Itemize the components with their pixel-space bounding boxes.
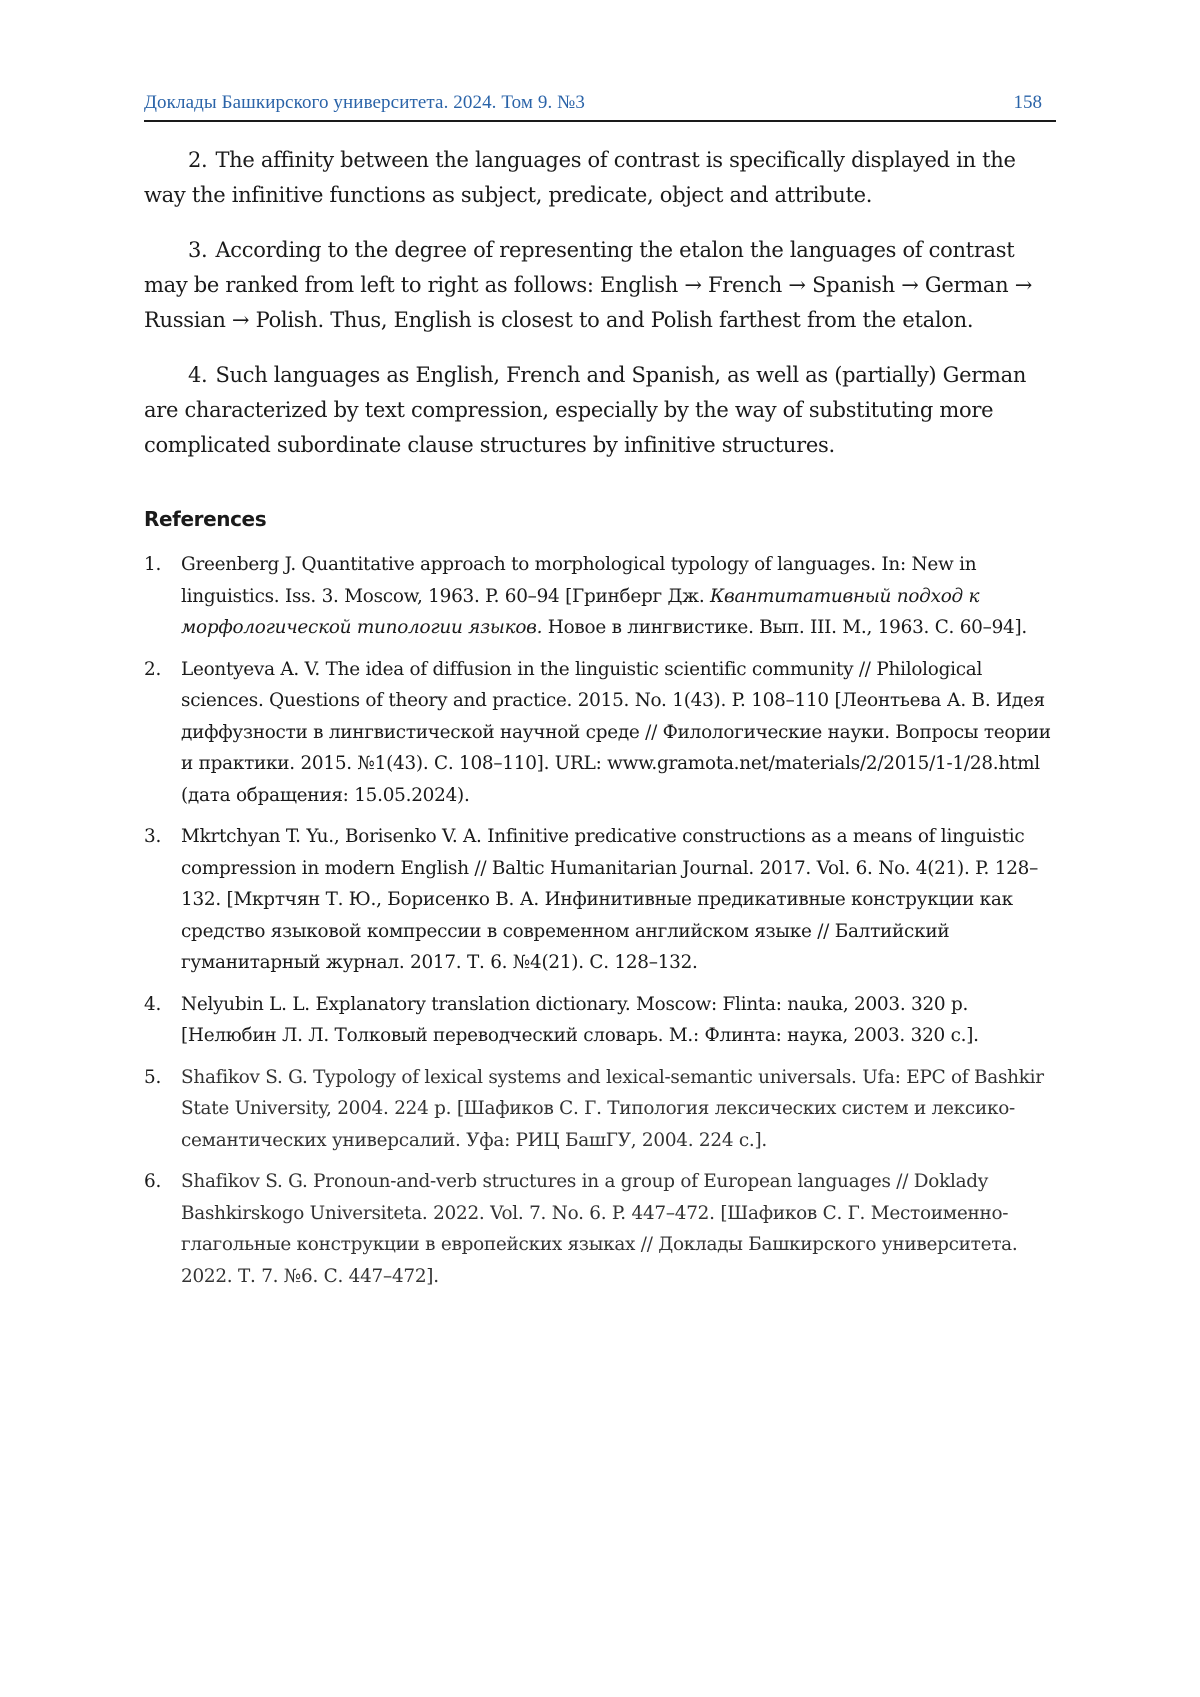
reference-item-3 (144, 821, 1056, 979)
conclusion-number: 4. (188, 363, 208, 387)
reference-text: Shafikov S. G. Pronoun-and-verb structures in a group of European languages // Doklady Bashkirskogo Universiteta. 2022. Vol. 7. No. 6. P. 447–472. [Шафиков С. Г. Местоименно-глагольные конструкции в европейских языках // Доклады Башкирского университета. 2022. Т. 7. №6. С. 447–472]. (181, 1171, 1018, 1287)
reference-number: 6. (144, 1171, 162, 1192)
conclusion-item-4 (144, 358, 1056, 463)
reference-number: 5. (144, 1066, 162, 1088)
conclusion-text: According to the degree of representing the etalon the languages of contrast may be ranked from left to right as follows: English → French → Spanish → German → Russian → Polish. Thus, English is closest to and Polish farthest from the etalon. (144, 238, 1032, 332)
reference-item-4 (144, 989, 1056, 1052)
reference-number: 1. (144, 554, 162, 575)
reference-text: Nelyubin L. L. Explanatory translation dictionary. Moscow: Flinta: nauka, 2003. 320 p. [Нелюбин Л. Л. Толковый переводческий словарь. М.: Флинта: наука, 2003. 320 с.]. (181, 993, 979, 1046)
running-header (144, 92, 1056, 122)
conclusion-text: The affinity between the languages of contrast is specifically displayed in the way the infinitive functions as subject, predicate, object and attribute. (144, 148, 1016, 207)
conclusion-text: Such languages as English, French and Spanish, as well as (partially) German are characterized by text compression, especially by the way of substituting more complicated subordinate clause structures by infinitive structures. (144, 363, 1027, 457)
reference-item-1 (144, 549, 1056, 644)
reference-item-5 (144, 1062, 1056, 1157)
reference-number: 3. (144, 826, 162, 847)
reference-text-part: Новое в лингвистике. Вып. III. М., 1963. С. 60–94]. (542, 617, 1027, 638)
conclusion-number: 2. (188, 148, 208, 172)
journal-title: Доклады Башкирского университета. 2024. Том 9. №3 (144, 92, 585, 113)
conclusion-item-2 (144, 143, 1056, 213)
reference-text: Shafikov S. G. Typology of lexical systems and lexical-semantic universals. Ufa: EPC of Bashkir State University, 2004. 224 p. [Шафиков С. Г. Типология лексических систем и лексико-семантических универсалий. Уфа: РИЦ БашГУ, 2004. 224 с.]. (181, 1066, 1044, 1151)
reference-item-2 (144, 654, 1056, 812)
page-number: 158 (1013, 92, 1042, 113)
reference-text: Leontyeva A. V. The idea of diffusion in the linguistic scientific community // Philological sciences. Questions of theory and practice. 2015. No. 1(43). P. 108–110 [Леонтьева А. В. Идея диффузности в лингвистической научной среде // Филологические науки. Вопросы теории и практики. 2015. №1(43). С. 108–110]. URL: www.gramota.net/materials/2/2015/1-1/28.html (дата обращения: 15.05.2024). (181, 658, 1051, 806)
reference-italic-title: Квантитативный подход к морфологической типологии языков. (181, 585, 980, 638)
conclusion-item-3 (144, 233, 1056, 338)
reference-number: 2. (144, 658, 162, 680)
reference-item-6 (144, 1166, 1056, 1292)
reference-text: Mkrtchyan T. Yu., Borisenko V. A. Infinitive predicative constructions as a means of linguistic compression in modern English // Baltic Humanitarian Journal. 2017. Vol. 6. No. 4(21). P. 128–132. [Мкртчян Т. Ю., Борисенко В. А. Инфинитивные предикативные конструкции как средство языковой компрессии в современном английском языке // Балтийский гуманитарный журнал. 2017. Т. 6. №4(21). С. 128–132. (181, 826, 1039, 973)
reference-text (181, 554, 1027, 638)
reference-number: 4. (144, 993, 162, 1015)
body-text (144, 143, 1056, 1302)
reference-text-part: Greenberg J. Quantitative approach to morphological typology of languages. In: New in linguistics. Iss. 3. Moscow, 1963. P. 60–94 [Гринберг Дж. (181, 554, 977, 607)
reference-list (144, 549, 1056, 1292)
conclusion-number: 3. (188, 238, 208, 262)
references-heading: References (144, 507, 267, 531)
